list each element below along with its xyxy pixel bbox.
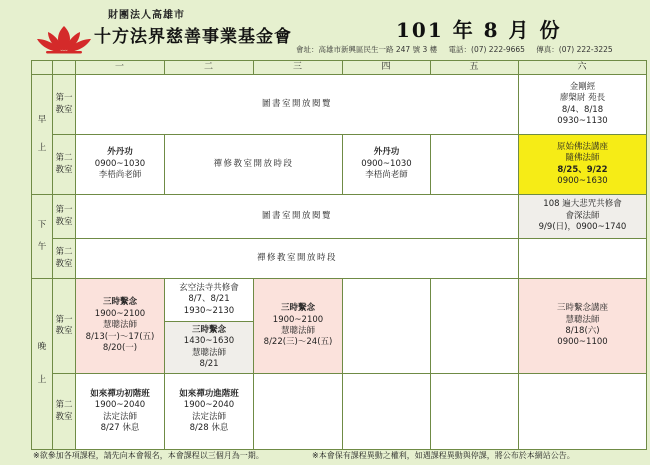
class-cell-three-times-lecture: 三時繫念講座 慧聰法師 8/18(六) 0900~1100: [519, 279, 647, 374]
period-evening: 晚 上: [32, 279, 53, 450]
class-cell-three-times-wed: 三時繫念 1900~2100 慧聰法師 8/22(三)～24(五): [254, 279, 343, 374]
header: [0, 0, 650, 62]
contact-info: [296, 44, 622, 55]
class-cell-diamond-sutra: 金剛經 廖槃尉 苑長 8/4、8/18 0930~1130: [519, 75, 647, 135]
room2-label: 第二 教室: [53, 135, 76, 195]
page-title: 101 年 8 月 份: [396, 18, 562, 42]
room1-label: 第一 教室: [53, 279, 76, 374]
class-cell-early-buddhism: 原始佛法講座 隨佛法師 8/25、9/22 0900~1630: [519, 135, 647, 195]
room2-label: 第二 教室: [53, 239, 76, 279]
evening-room2-row: [32, 374, 647, 450]
period-label: 上: [37, 142, 47, 153]
lotus-icon: [36, 24, 92, 54]
address-text: 會址：高雄市新興區民生一路 247 號 3 樓: [296, 45, 438, 54]
evening-room1-row-a: [32, 279, 647, 322]
library-open-cell: 圖書室開放閱覽: [76, 195, 519, 239]
day-header-tue: 二: [165, 61, 254, 75]
class-cell-waidan-mon: 外丹功 0900~1030 李梧尚老師: [76, 135, 165, 195]
class-cell-tathagata-advanced: 如來禪功進階班 1900~2040 法定法師 8/28 休息: [165, 374, 254, 450]
room1-label: 第一 教室: [53, 75, 76, 135]
room1-label: 第一 教室: [53, 195, 76, 239]
meditation-room-open-cell: 禪修教室開放時段: [165, 135, 343, 195]
footer-note-left: ※欲參加各項課程，請先向本會報名，本會課程以三個月為一期。: [33, 451, 264, 460]
org-name: 十方法界慈善事業基金會: [94, 27, 292, 47]
fax-text: 傳真：(07) 222-3225: [536, 45, 613, 54]
period-label: 早: [37, 115, 47, 126]
afternoon-room2-row: [32, 239, 647, 279]
empty-cell: [519, 374, 647, 450]
empty-cell: [343, 279, 431, 374]
day-header-mon: 一: [76, 61, 165, 75]
meditation-room-open-cell: 禪修教室開放時段: [76, 239, 519, 279]
empty-cell: [519, 239, 647, 279]
footer-note-right: ※本會保有課程異動之權利，如遇課程異動與停課，將公布於本網站公告。: [312, 451, 575, 460]
empty-cell: [431, 279, 519, 374]
empty-cell: [431, 135, 519, 195]
morning-room1-row: [32, 75, 647, 135]
day-header-wed: 三: [254, 61, 343, 75]
library-open-cell: 圖書室開放閱覽: [76, 75, 519, 135]
class-cell-three-times-mon: 三時繫念 1900~2100 慧聰法師 8/13(一)～17(五) 8/20(一): [76, 279, 165, 374]
day-header-fri: 五: [431, 61, 519, 75]
period-afternoon: 下 午: [32, 195, 53, 279]
empty-cell: [431, 374, 519, 450]
schedule-table: [31, 60, 647, 450]
afternoon-room1-row: [32, 195, 647, 239]
phone-text: 電話：(07) 222-9665: [448, 45, 525, 54]
class-cell-great-compassion: 108 遍大悲咒共修會 會深法師 9/9(日)，0900~1740: [519, 195, 647, 239]
corner-cell: [53, 61, 76, 75]
empty-cell: [343, 374, 431, 450]
org-subtitle: 財團法人高雄市: [108, 10, 185, 21]
header-row: [32, 61, 647, 75]
day-header-sat: 六: [519, 61, 647, 75]
room2-label: 第二 教室: [53, 374, 76, 450]
corner-cell: [32, 61, 53, 75]
day-header-thu: 四: [343, 61, 431, 75]
empty-cell: [254, 374, 343, 450]
morning-room2-row: [32, 135, 647, 195]
class-cell-xuankong: 玄空法寺共修會 8/7、8/21 1930~2130: [165, 279, 254, 322]
period-morning: [32, 75, 53, 195]
class-cell-tathagata-beginner: 如來禪功初階班 1900~2040 法定法師 8/27 休息: [76, 374, 165, 450]
class-cell-three-times-tue: 三時繫念 1430~1630 慧聰法師 8/21: [165, 322, 254, 374]
class-cell-waidan-thu: 外丹功 0900~1030 李梧尚老師: [343, 135, 431, 195]
